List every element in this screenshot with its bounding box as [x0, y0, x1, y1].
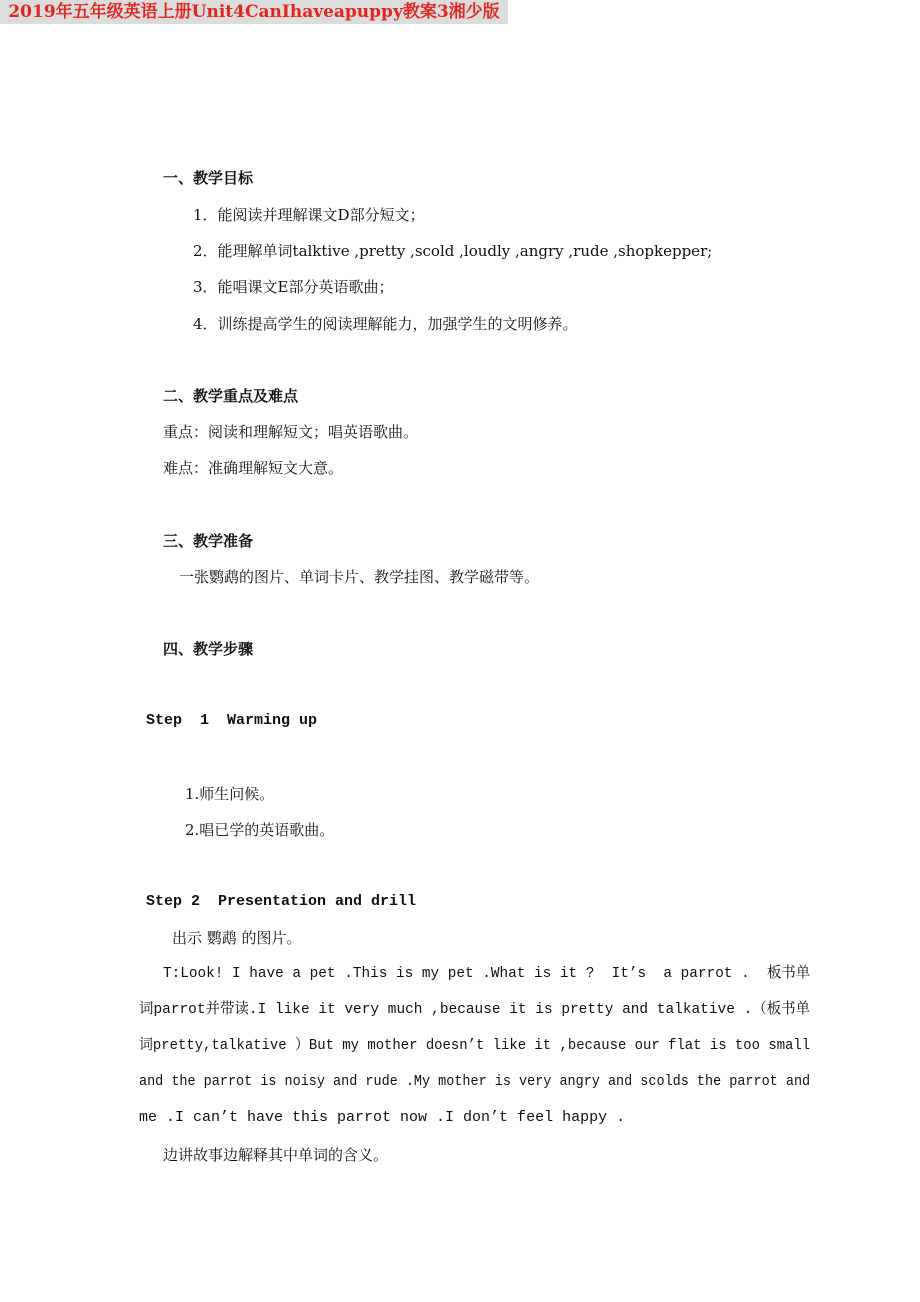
step-2-closing: 边讲故事边解释其中单词的含义。	[163, 1146, 389, 1164]
story-line-5: me .I can’t have this parrot now .I don’t feel happy .	[139, 1109, 626, 1126]
objective-item-4: 4．训练提高学生的阅读理解能力，加强学生的文明修养。	[193, 315, 578, 333]
step-1-item-2: 2.唱已学的英语歌曲。	[185, 821, 335, 839]
story-line-1: T:Look! I have a pet .This is my pet .What is it ? It’s a parrot . 板书单	[163, 965, 811, 982]
section-1-heading: 一、教学目标	[163, 169, 254, 187]
document-title: 2019年五年级英语上册Unit4CanIhaveapuppy教案3湘少版	[0, 0, 508, 24]
step-1-item-1: 1.师生问候。	[185, 785, 275, 803]
objective-item-2: 2．能理解单词talktive ,pretty ,scold ,loudly ,angry ,rude ,shopkepper;	[193, 242, 713, 260]
story-line-2: 词parrot并带读.I like it very much ,because it is pretty and talkative .（板书单	[139, 1001, 811, 1018]
step-2-heading: Step 2 Presentation and drill	[146, 893, 417, 910]
objective-item-3: 3．能唱课文E部分英语歌曲；	[193, 278, 394, 296]
step-2-intro: 出示 鹦鹉 的图片。	[172, 929, 302, 947]
story-line-4: and the parrot is noisy and rude .My mother is very angry and scolds the parrot and	[139, 1073, 811, 1090]
preparation-text: 一张鹦鹉的图片、单词卡片、教学挂图、教学磁带等。	[179, 568, 540, 586]
key-points: 重点：阅读和理解短文；唱英语歌曲。	[163, 423, 419, 441]
section-3-heading: 三、教学准备	[163, 532, 254, 550]
step-1-heading: Step 1 Warming up	[146, 712, 318, 729]
section-4-heading: 四、教学步骤	[163, 640, 254, 658]
difficult-points: 难点：准确理解短文大意。	[163, 459, 344, 477]
story-line-3: 词pretty,talkative ）But my mother doesn’t like it ,because our flat is too small	[139, 1037, 811, 1054]
section-2-heading: 二、教学重点及难点	[163, 387, 299, 405]
objective-item-1: 1．能阅读并理解课文D部分短文；	[193, 206, 425, 224]
